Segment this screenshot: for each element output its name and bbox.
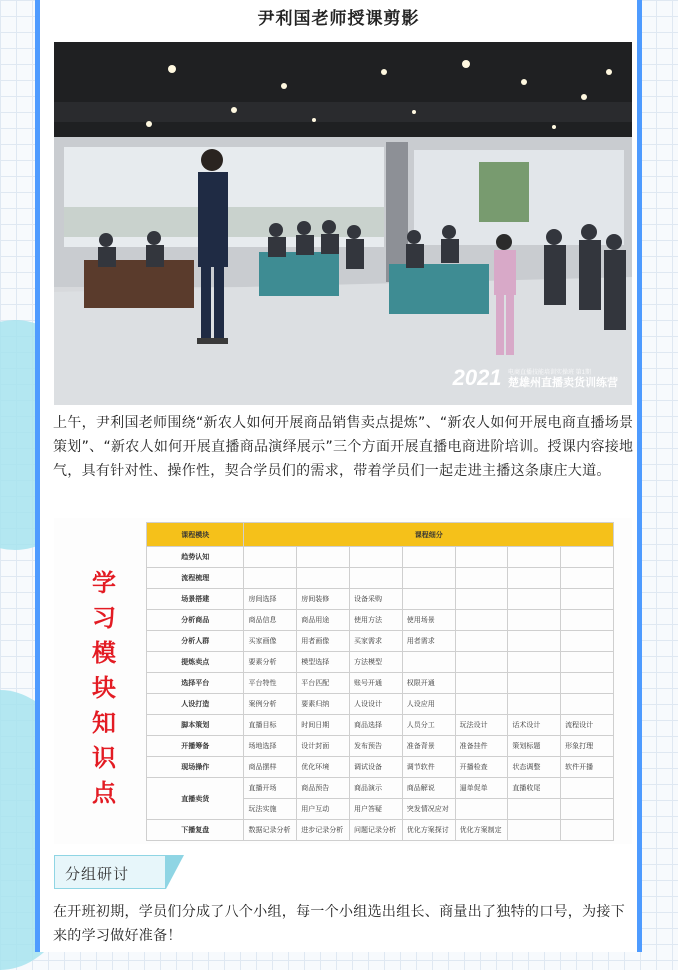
detail-cell: 买家需求: [350, 631, 403, 652]
detail-cell: [561, 568, 614, 589]
detail-cell: [402, 547, 455, 568]
detail-cell: 开播检查: [455, 757, 508, 778]
detail-cell: [402, 589, 455, 610]
detail-cell: [455, 673, 508, 694]
table-row: [147, 757, 614, 778]
vertical-title-char: 识: [92, 744, 116, 772]
module-cell: 分析商品: [147, 610, 244, 631]
detail-cell: 人设应用: [402, 694, 455, 715]
table-row: [147, 652, 614, 673]
detail-cell: 商品摆样: [244, 757, 297, 778]
detail-cell: [561, 820, 614, 841]
table-row: [147, 589, 614, 610]
watermark-line1: 电商直播技能培训实操班 第1期: [508, 370, 592, 376]
detail-cell: 使用方法: [350, 610, 403, 631]
section-tag-label: 分组研讨: [65, 865, 130, 883]
detail-cell: [508, 568, 561, 589]
vertical-title-char: 知: [92, 709, 116, 737]
detail-cell: 准备挂件: [455, 736, 508, 757]
detail-cell: [508, 589, 561, 610]
detail-cell: [455, 568, 508, 589]
detail-cell: 用者需求: [402, 631, 455, 652]
table-header-module: 课程模块: [147, 523, 244, 547]
detail-cell: [244, 568, 297, 589]
vertical-title: [74, 566, 134, 811]
detail-cell: [508, 631, 561, 652]
watermark-year: 2021: [452, 365, 502, 390]
detail-cell: [297, 568, 350, 589]
vertical-title-char: 块: [92, 674, 116, 702]
detail-cell: 玩法实施: [244, 799, 297, 820]
vertical-title-char: 学: [92, 569, 116, 597]
detail-cell: 直播开场: [244, 778, 297, 799]
detail-cell: 玩法设计: [455, 715, 508, 736]
detail-cell: 商品用途: [297, 610, 350, 631]
detail-cell: 场地选择: [244, 736, 297, 757]
detail-cell: 直播目标: [244, 715, 297, 736]
detail-cell: 使用场景: [402, 610, 455, 631]
detail-cell: 平台特性: [244, 673, 297, 694]
table-row: [147, 568, 614, 589]
detail-cell: 调节软件: [402, 757, 455, 778]
detail-cell: 人员分工: [402, 715, 455, 736]
detail-cell: 要素分析: [244, 652, 297, 673]
detail-cell: [455, 589, 508, 610]
section-tag-corner: [166, 855, 184, 889]
detail-cell: [508, 652, 561, 673]
module-cell: 现场操作: [147, 757, 244, 778]
detail-cell: [402, 568, 455, 589]
detail-cell: [561, 652, 614, 673]
course-module-table: [146, 522, 614, 841]
paragraph-group-discussion: 在开班初期，学员们分成了八个小组，每一个小组选出组长、商量出了独特的口号，为接下来的学习做好准备！: [53, 904, 625, 944]
module-cell: 开播筹备: [147, 736, 244, 757]
detail-cell: 逼单促单: [455, 778, 508, 799]
table-row: [147, 820, 614, 841]
course-module-figure: [54, 518, 632, 844]
detail-cell: 流程设计: [561, 715, 614, 736]
detail-cell: 用户答疑: [350, 799, 403, 820]
lecture-photo: [54, 42, 632, 405]
detail-cell: [244, 547, 297, 568]
detail-cell: [455, 547, 508, 568]
detail-cell: 问题记录分析: [350, 820, 403, 841]
detail-cell: 优化环境: [297, 757, 350, 778]
detail-cell: 房间装修: [297, 589, 350, 610]
module-cell: 脚本策划: [147, 715, 244, 736]
detail-cell: 用者画像: [297, 631, 350, 652]
vertical-title-char: 习: [92, 604, 116, 632]
vertical-title-char: 模: [92, 639, 116, 667]
detail-cell: [508, 547, 561, 568]
detail-cell: 人设设计: [350, 694, 403, 715]
detail-cell: 用户互动: [297, 799, 350, 820]
detail-cell: [508, 694, 561, 715]
detail-cell: 突发情况应对: [402, 799, 455, 820]
detail-cell: 设计封面: [297, 736, 350, 757]
module-cell: 趋势认知: [147, 547, 244, 568]
detail-cell: 状态调整: [508, 757, 561, 778]
module-cell: 下播复盘: [147, 820, 244, 841]
table-row: [147, 610, 614, 631]
detail-cell: 直播收尾: [508, 778, 561, 799]
detail-cell: 房间选择: [244, 589, 297, 610]
detail-cell: 形象打理: [561, 736, 614, 757]
detail-cell: 商品选择: [350, 715, 403, 736]
detail-cell: [561, 694, 614, 715]
detail-cell: [508, 820, 561, 841]
section-tag: [54, 855, 166, 889]
detail-cell: 优化方案制定: [455, 820, 508, 841]
detail-cell: 商品解说: [402, 778, 455, 799]
lecture-photo-illustration: [54, 42, 632, 405]
module-cell: 直播卖货: [147, 778, 244, 820]
paragraph-lecture-summary: 上午，尹利国老师围绕“新农人如何开展商品销售卖点提炼”、“新农人如何开展电商直播场景策划”、“新农人如何开展直播商品演绎展示”三个方面开展直播电商进阶培训。授课内容接地气，具有针对性、操作性，契合学员们的需求，带着学员们一起走进主播这条康庄大道。: [53, 415, 634, 479]
watermark-line2: 楚雄州直播卖货训练营: [508, 377, 618, 389]
detail-cell: 商品信息: [244, 610, 297, 631]
detail-cell: [455, 610, 508, 631]
table-header-details: 课程细分: [244, 523, 614, 547]
table-row: [147, 631, 614, 652]
detail-cell: 话术设计: [508, 715, 561, 736]
detail-cell: 准备背景: [402, 736, 455, 757]
detail-cell: [508, 673, 561, 694]
detail-cell: [455, 694, 508, 715]
table-row: [147, 547, 614, 568]
detail-cell: 策划标题: [508, 736, 561, 757]
detail-cell: 数据记录分析: [244, 820, 297, 841]
detail-cell: 案例分析: [244, 694, 297, 715]
detail-cell: 平台匹配: [297, 673, 350, 694]
detail-cell: [561, 547, 614, 568]
module-cell: 提炼卖点: [147, 652, 244, 673]
detail-cell: 模型选择: [297, 652, 350, 673]
photo-watermark: [453, 367, 618, 389]
detail-cell: 发布预告: [350, 736, 403, 757]
module-cell: 场景搭建: [147, 589, 244, 610]
detail-cell: [402, 652, 455, 673]
detail-cell: [350, 547, 403, 568]
page-title: 尹利国老师授课剪影: [257, 9, 420, 29]
article-panel: [35, 0, 642, 952]
detail-cell: 优化方案探讨: [402, 820, 455, 841]
detail-cell: [455, 652, 508, 673]
detail-cell: 软件开播: [561, 757, 614, 778]
detail-cell: [561, 799, 614, 820]
table-row: [147, 778, 614, 799]
detail-cell: [350, 568, 403, 589]
module-cell: 流程梳理: [147, 568, 244, 589]
detail-cell: [561, 778, 614, 799]
detail-cell: 时间日期: [297, 715, 350, 736]
detail-cell: 调试设备: [350, 757, 403, 778]
detail-cell: [561, 673, 614, 694]
detail-cell: 进步记录分析: [297, 820, 350, 841]
detail-cell: 商品演示: [350, 778, 403, 799]
detail-cell: 方法模型: [350, 652, 403, 673]
detail-cell: 要素归纳: [297, 694, 350, 715]
detail-cell: 账号开通: [350, 673, 403, 694]
detail-cell: [561, 589, 614, 610]
detail-cell: [508, 799, 561, 820]
detail-cell: [561, 631, 614, 652]
detail-cell: 买家画像: [244, 631, 297, 652]
detail-cell: 权限开通: [402, 673, 455, 694]
module-cell: 分析人群: [147, 631, 244, 652]
vertical-title-char: 点: [92, 779, 116, 807]
table-row: [147, 673, 614, 694]
detail-cell: [561, 610, 614, 631]
detail-cell: [455, 799, 508, 820]
detail-cell: 商品预告: [297, 778, 350, 799]
detail-cell: [455, 631, 508, 652]
table-row: [147, 694, 614, 715]
module-cell: 人设打造: [147, 694, 244, 715]
module-cell: 选择平台: [147, 673, 244, 694]
table-row: [147, 736, 614, 757]
detail-cell: 设备采购: [350, 589, 403, 610]
detail-cell: [297, 547, 350, 568]
detail-cell: [508, 610, 561, 631]
table-row: [147, 715, 614, 736]
